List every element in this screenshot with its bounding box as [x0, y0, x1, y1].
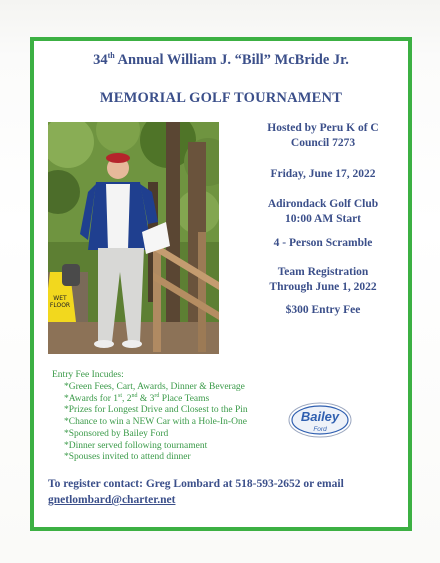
- event-date: Friday, June 17, 2022: [270, 168, 376, 180]
- bailey-ford-logo: [288, 402, 352, 438]
- contact-line: To register contact: Greg Lombard at 518-593-2652 or email: [48, 478, 344, 490]
- tournament-title-line2: MEMORIAL GOLF TOURNAMENT: [99, 90, 343, 106]
- sign-text-line1: WET: [53, 295, 67, 302]
- list-item: *Awards for 1st, 2nd & 3rd Place Teams: [64, 392, 210, 404]
- event-format: 4 - Person Scramble: [273, 237, 373, 249]
- list-item: *Sponsored by Bailey Ford: [64, 428, 169, 439]
- contact-email-link[interactable]: gnetlombard@charter.net: [48, 494, 176, 506]
- logo-brand-text: Bailey: [300, 409, 340, 424]
- entry-fee: $300 Entry Fee: [285, 304, 361, 316]
- start-time: 10:00 AM Start: [284, 213, 361, 225]
- list-item: *Prizes for Longest Drive and Closest to the Pin: [64, 405, 248, 416]
- fee-includes-list: [64, 382, 248, 464]
- tournament-title-line1: [34, 52, 408, 69]
- list-item: *Green Fees, Cart, Awards, Dinner & Beverage: [64, 382, 245, 392]
- registration-line2: Through June 1, 2022: [269, 281, 377, 293]
- venue-name: Adirondack Golf Club: [267, 198, 379, 210]
- logo-sub-text: Ford: [313, 426, 327, 433]
- registration-line1: Team Registration: [277, 266, 369, 278]
- host-line1: Hosted by Peru K of C: [267, 122, 379, 134]
- title-line1-text: Annual William J. “Bill” McBride Jr.: [117, 52, 349, 68]
- host-line2: Council 7273: [290, 137, 356, 149]
- title-ordinal-number: 34: [93, 52, 108, 68]
- list-item: *Chance to win a NEW Car with a Hole-In-One: [64, 417, 247, 428]
- list-item: *Dinner served following tournament: [64, 440, 208, 451]
- fee-includes-heading: Entry Fee Incudes:: [52, 370, 124, 380]
- list-item: *Spouses invited to attend dinner: [64, 452, 191, 463]
- title-ordinal-suffix: th: [107, 51, 115, 61]
- sign-text-line2: FLOOR: [49, 302, 71, 309]
- golfer-photo: [48, 122, 219, 354]
